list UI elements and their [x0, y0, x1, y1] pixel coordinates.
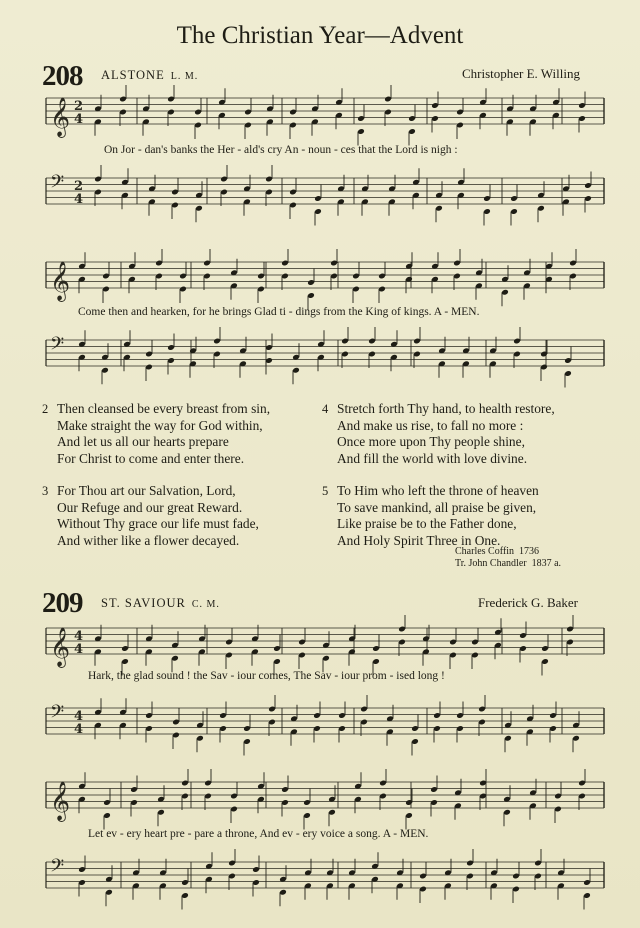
composer-209: Frederick G. Baker [478, 595, 578, 610]
time-signature: 4 [74, 629, 84, 644]
bass-clef-icon: 𝄢 [50, 172, 65, 197]
author-credit: Charles Coffin [455, 546, 514, 557]
treble-clef-icon: 𝄞 [50, 261, 71, 301]
time-signature: 4 [74, 722, 84, 737]
verse-line: For Thou art our Salvation, Lord, [57, 483, 236, 498]
music-system-208-3 [0, 256, 640, 306]
treble-clef-icon: 𝄞 [50, 627, 71, 667]
text-credits [455, 546, 561, 570]
tune-name-208 [101, 68, 198, 83]
verse-line: And Holy Spirit Three in One. [337, 532, 501, 548]
verse-line: Stretch forth Thy hand, to health restore, [337, 401, 555, 416]
translator-year: 1837 a. [531, 558, 562, 569]
composer-208: Christopher E. Willing [461, 66, 580, 81]
page-title: The Christian Year—Advent [176, 22, 464, 49]
author-year: 1736 [518, 546, 539, 557]
music-system-209-3 [0, 776, 640, 826]
verse-line: And make us rise, to fall no more : [337, 417, 524, 433]
music-system-208-1 [0, 92, 640, 142]
tune-title: ST. SAVIOUR [101, 596, 186, 610]
verse-number: 3 [42, 484, 49, 498]
lyrics-208-line-1: On Jor - dan's banks the Her - ald's cry An - noun - ces that the Lord is nigh : [104, 144, 458, 156]
bass-clef-icon: 𝄢 [50, 702, 65, 727]
verse-line: Once more upon Thy people shine, [337, 434, 525, 449]
translator-credit: Tr. John Chandler [455, 558, 527, 569]
treble-clef-icon: 𝄞 [50, 97, 71, 137]
lyrics-208-line-2: Come then and hearken, for he brings Glad ti - dings from the King of kings. A - MEN. [78, 306, 480, 318]
hymn-number-208: 208 [42, 60, 83, 92]
tune-meter: C. M. [191, 599, 220, 610]
bass-clef-icon: 𝄢 [50, 334, 65, 359]
verse-lines [57, 401, 270, 467]
music-system-209-2 [0, 702, 640, 752]
lyrics-209-line-2: Let ev - ery heart pre - pare a throne, And ev - ery voice a song. A - MEN. [88, 828, 429, 840]
verse-lines [337, 483, 539, 549]
verse-line: And fill the world with love divine. [337, 450, 528, 466]
time-signature: 4 [74, 642, 84, 657]
verse-number: 2 [42, 402, 49, 416]
verse-line: Like praise be to the Father done, [337, 516, 517, 531]
verse-lines [57, 483, 259, 549]
tune-meter: L. M. [170, 71, 199, 82]
lyrics-209-line-1: Hark, the glad sound ! the Sav - iour comes, The Sav - iour prom - ised long ! [88, 670, 445, 682]
verse-line: Then cleansed be every breast from sin, [57, 401, 271, 416]
verse-lines [337, 401, 555, 467]
time-signature: 2 [74, 179, 84, 194]
time-signature: 4 [74, 709, 84, 724]
music-system-208-4 [0, 334, 640, 384]
time-signature: 4 [74, 192, 84, 207]
tune-title: ALSTONE [101, 68, 165, 82]
verse-line: To save mankind, all praise be given, [337, 499, 537, 515]
music-system-209-1 [0, 622, 640, 672]
verse-line: Our Refuge and our great Reward. [57, 499, 243, 515]
verse-line: To Him who left the throne of heaven [337, 483, 539, 498]
treble-clef-icon: 𝄞 [50, 781, 71, 821]
verse-line: And let us all our hearts prepare [57, 434, 229, 449]
time-signature: 4 [74, 112, 84, 127]
tune-name-209 [101, 596, 220, 611]
verse-line: For Christ to come and enter there. [57, 450, 245, 466]
verse-line: Without Thy grace our life must fade, [57, 516, 259, 531]
music-system-209-4 [0, 856, 640, 906]
music-system-208-2 [0, 172, 640, 222]
verse-line: Make straight the way for God within, [57, 417, 263, 433]
verse-number: 5 [322, 484, 329, 498]
verse-line: And wither like a flower decayed. [57, 532, 240, 548]
verse-number: 4 [322, 402, 329, 416]
hymn-number-209: 209 [42, 587, 83, 619]
time-signature: 2 [74, 99, 84, 114]
bass-clef-icon: 𝄢 [50, 856, 65, 881]
